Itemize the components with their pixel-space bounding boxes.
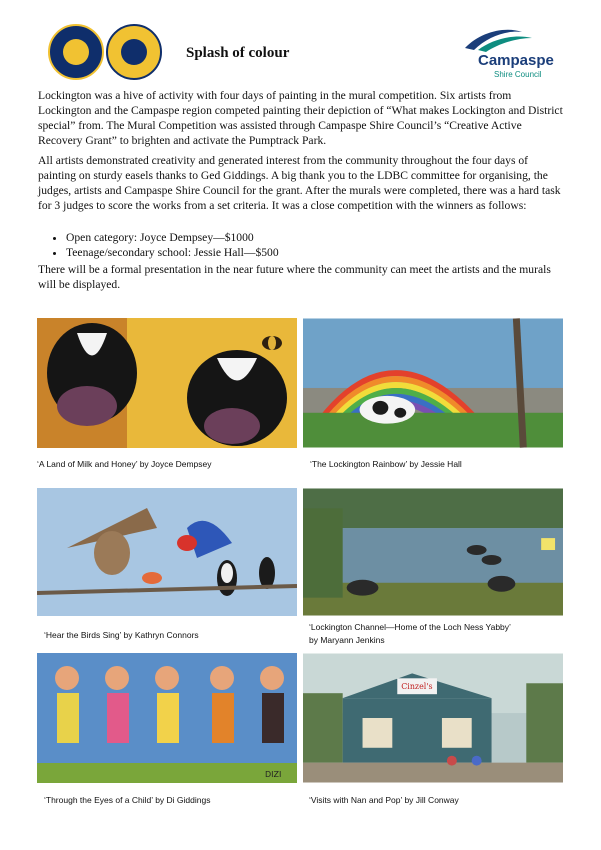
page-title: Splash of colour	[186, 45, 290, 61]
mural-photo-through-the-eyes-of-a-child	[37, 653, 297, 783]
mural-photo-visits-with-nan-and-pop	[303, 653, 563, 783]
lockington-district-logo-1	[48, 24, 104, 80]
lockington-district-logo-2	[106, 24, 162, 80]
caption-3: ‘Hear the Birds Sing’ by Kathryn Connors	[44, 630, 199, 640]
winners-list	[40, 230, 566, 260]
artist-signature: DIZI	[265, 770, 282, 779]
campaspe-shire-logo	[460, 24, 565, 84]
mural-photo-lockington-channel	[303, 488, 563, 616]
winner-item: • Open category: Joyce Dempsey—$1000	[66, 230, 566, 245]
closing-paragraph: There will be a formal presentation in the near future where the community can meet the artists and the murals will be displayed.	[38, 263, 551, 291]
winner-item: • Teenage/secondary school: Jessie Hall—$500	[66, 245, 566, 260]
mural-photo-milk-and-honey	[37, 318, 297, 448]
caption-4-line-2: by Maryann Jenkins	[309, 635, 385, 645]
campaspe-swoosh-icon	[460, 24, 565, 54]
shop-sign: Cinzel's	[401, 682, 433, 692]
caption-5: ‘Through the Eyes of a Child’ by Di Giddings	[44, 795, 211, 805]
council-subtitle: Shire Council	[494, 70, 542, 79]
caption-2: ‘The Lockington Rainbow’ by Jessie Hall	[310, 459, 462, 469]
council-name: Campaspe	[478, 52, 554, 69]
caption-6: ‘Visits with Nan and Pop’ by Jill Conway	[309, 795, 459, 805]
caption-4-line-1: ‘Lockington Channel—Home of the Loch Ness Yabby’	[309, 622, 511, 632]
details-paragraph: All artists demonstrated creativity and generated interest from the community throughout the four days of painting on sturdy easels thanks to Ged Giddings. A big thank you to the LDBC committee for organising, the judges, artists and Campaspe Shire Council for the grant. After the murals were completed, there was a hard task for 3 judges to score the works from a set criteria. It was a close competition with the winners as follows:	[38, 154, 561, 212]
mural-photo-lockington-rainbow	[303, 318, 563, 448]
caption-1: ‘A Land of Milk and Honey’ by Joyce Dempsey	[37, 459, 212, 469]
intro-paragraph: Lockington was a hive of activity with four days of painting in the mural competition. Six artists from Lockington and the Campaspe region competed painting their depiction of “What makes Lockington and District special” from. The Mural Competition was assisted through Campaspe Shire Council’s “Creative Active Recovery Grant” to brighten and activate the Pumptrack Park.	[38, 89, 563, 147]
caption-4	[309, 621, 571, 647]
mural-photo-hear-the-birds-sing	[37, 488, 297, 616]
